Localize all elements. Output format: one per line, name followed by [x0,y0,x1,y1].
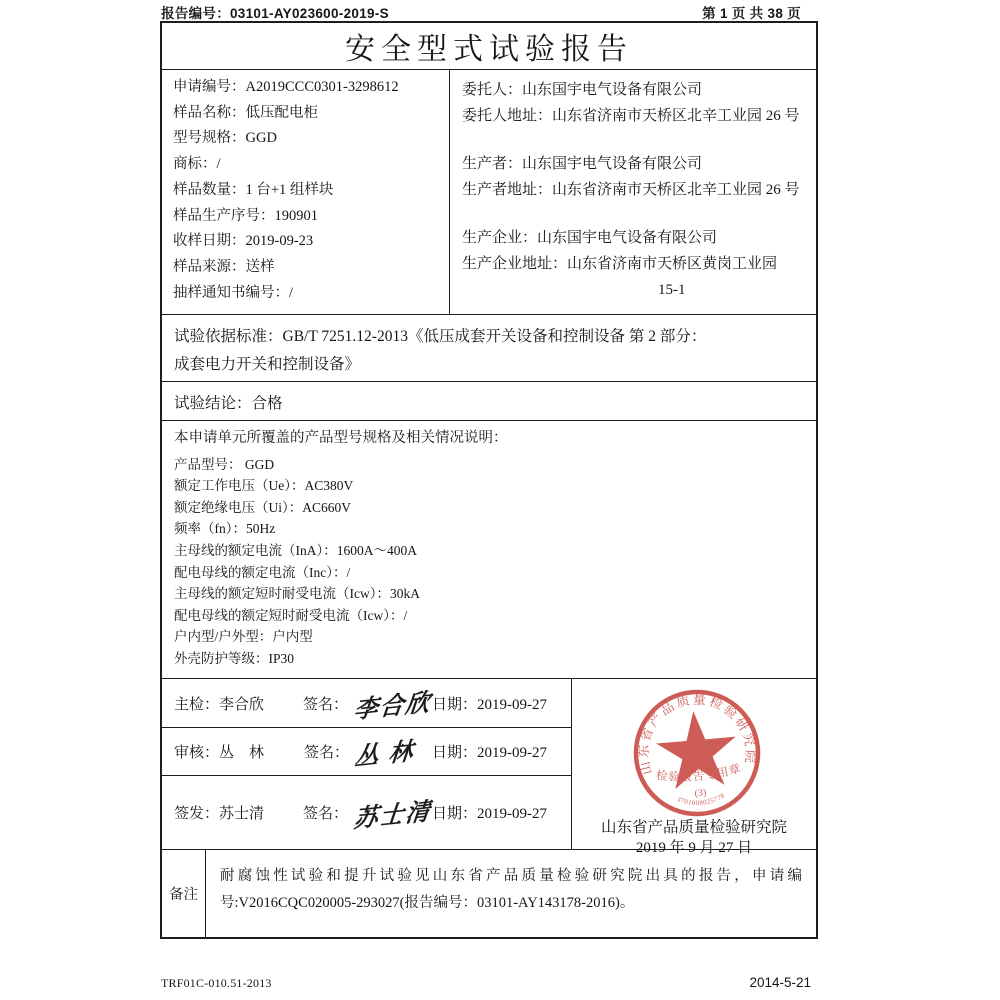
model-spec: 型号规格：GGD [173,130,277,147]
page-footer [161,975,817,991]
parties-cell [450,70,816,314]
sample-quantity: 样品数量：1 台+1 组样块 [173,181,334,198]
reviewer-date: 日期：2019-09-27 [432,745,547,761]
standard-line-1: 试验依据标准：GB/T 7251.12-2013《低压成套开关设备和控制设备 第 2 部分： [174,328,707,345]
remark-section [162,849,816,937]
manufacturer: 生产企业：山东国宇电气设备有限公司 [462,230,718,246]
manufacturer-group [462,225,810,303]
report-number: 报告编号：03101-AY023600-2019-S [161,6,389,21]
reviewer-signature: 丛 林 [353,738,416,772]
indoor-outdoor-type: 户内型/户外型：户内型 [174,629,313,645]
remark-body [206,850,816,937]
receive-date: 收样日期：2019-09-23 [173,233,314,250]
manufacturer-address-cont: 15-1 [658,282,686,298]
trademark: 商标：/ [173,156,221,173]
rated-working-voltage: 额定工作电压（Ue）：AC380V [174,478,354,494]
report-title: 安全型式试验报告 [345,33,633,66]
sample-name: 样品名称：低压配电柜 [173,104,318,121]
frequency: 频率（fn）：50Hz [174,521,276,537]
main-busbar-rated-current: 主母线的额定电流（InA）：1600A～400A [174,542,417,558]
manufacturer-address: 生产企业地址：山东省济南市天桥区黄岗工业园 [462,256,778,272]
form-number: TRF01C-010.51-2013 [161,976,272,990]
signature-label: 签名： [304,745,350,761]
signature-label: 签名： [302,696,348,713]
conclusion-text: 试验结论：合格 [174,395,283,412]
remark-line-1: 耐腐蚀性试验和提升试验见山东省产品质量检验研究院出具的报告，申请编 [220,868,802,884]
remark-line-2: 号:V2016CQC020005-293027(报告编号：03101-AY143178-2016)。 [220,895,635,911]
seal-banner-text: 检验报告专用章 [655,762,743,784]
producer-address: 生产者地址：山东省济南市天桥区北辛工业园 26 号 [462,182,800,198]
chief-inspector-row [162,679,571,727]
sample-source: 样品来源：送样 [173,258,275,275]
remark-label: 备注 [162,850,206,937]
sampling-notice-no: 抽样通知书编号：/ [173,284,294,301]
standard-line-2: 成套电力开关和控制设备》 [174,356,361,373]
product-model: 产品型号： GGD [174,456,275,472]
issuing-organization: 山东省产品质量检验研究院 [600,819,787,836]
issuer-name: 签发：苏士清 [174,806,265,822]
seal-ring-text: 山东省产品质量检验研究院 [635,691,759,777]
report-table [160,21,818,939]
main-busbar-icw: 主母线的额定短时耐受电流（Icw）：30kA [174,586,420,602]
signature-label: 签名： [302,806,348,822]
sample-serial: 样品生产序号：190901 [173,207,318,224]
signature-rows [162,679,572,849]
seal-sub-number: (3) [694,787,707,800]
reviewer-name: 审核：丛 林 [174,745,265,761]
issuer-signature: 苏士清 [352,798,433,834]
chief-inspector-name: 主检：李合欣 [174,696,265,713]
test-standard-section [162,314,816,381]
client-group [462,77,810,129]
client-address: 委托人地址：山东省济南市天桥区北辛工业园 26 号 [462,108,800,124]
client: 委托人：山东国宇电气设备有限公司 [462,82,703,98]
page-header [161,2,817,22]
seal-cell [572,679,816,856]
rated-insulation-voltage: 额定绝缘电压（Ui）：AC660V [174,499,352,515]
issuer-date: 日期：2019-09-27 [432,806,547,822]
ip-rating: 外壳防护等级：IP30 [174,650,295,666]
producer: 生产者：山东国宇电气设备有限公司 [462,156,703,172]
issuer-row [162,775,571,849]
issue-date: 2019 年 9 月 27 日 [635,840,753,856]
test-conclusion-section [162,381,816,420]
application-no: 申请编号：A2019CCC0301-3298612 [173,79,399,95]
signature-section [162,678,816,856]
seal-code: 3701008025778 [675,792,727,807]
chief-inspector-date: 日期：2019-09-27 [432,696,547,713]
coverage-section [162,420,816,678]
coverage-heading: 本申请单元所覆盖的产品型号规格及相关情况说明： [174,430,508,446]
reviewer-row [162,727,571,775]
dist-busbar-icw: 配电母线的额定短时耐受电流（Icw）：/ [174,607,408,623]
sample-info-cell [162,70,450,314]
chief-inspector-signature: 李合欣 [352,689,433,724]
sample-and-parties-section [162,69,816,314]
page-indicator: 第 1 页 共 38 页 [702,6,801,21]
dist-busbar-rated-current: 配电母线的额定电流（Inc）：/ [174,564,351,580]
producer-group [462,151,810,203]
footer-date: 2014-5-21 [749,975,811,990]
